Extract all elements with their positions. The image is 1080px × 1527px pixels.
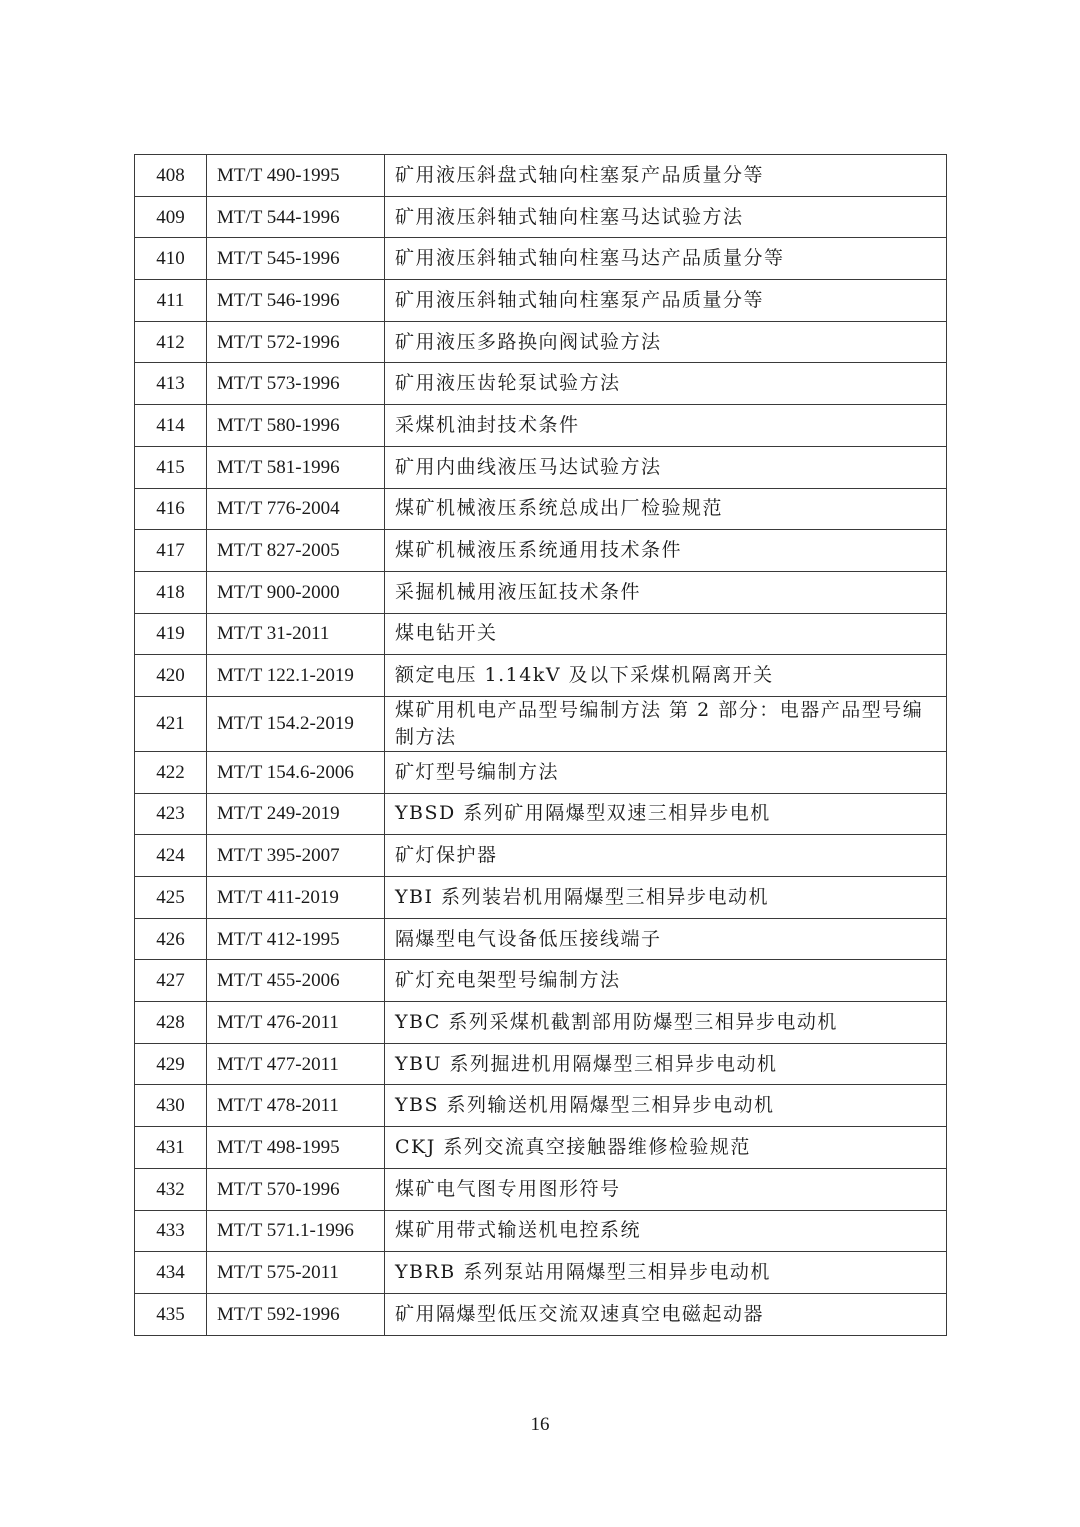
table-row — [135, 446, 947, 488]
standard-code-cell: MT/T 827-2005 — [207, 530, 385, 572]
row-number-cell: 416 — [135, 488, 207, 530]
standard-name-cell: YBU 系列掘进机用隔爆型三相异步电动机 — [385, 1043, 947, 1085]
row-number-cell: 429 — [135, 1043, 207, 1085]
standard-name-cell: 矿灯型号编制方法 — [385, 751, 947, 793]
row-number-cell: 421 — [135, 696, 207, 751]
standard-name-cell: 矿用液压斜轴式轴向柱塞马达产品质量分等 — [385, 238, 947, 280]
table-row — [135, 363, 947, 405]
standard-name-cell: 采掘机械用液压缸技术条件 — [385, 571, 947, 613]
table-row — [135, 155, 947, 197]
standard-code-cell: MT/T 498-1995 — [207, 1127, 385, 1169]
standard-code-cell: MT/T 31-2011 — [207, 613, 385, 655]
standard-name-cell: 矿灯保护器 — [385, 835, 947, 877]
standard-code-cell: MT/T 477-2011 — [207, 1043, 385, 1085]
table-row — [135, 1127, 947, 1169]
page-number: 16 — [530, 1414, 550, 1435]
row-number-cell: 411 — [135, 280, 207, 322]
standard-code-cell: MT/T 546-1996 — [207, 280, 385, 322]
row-number-cell: 418 — [135, 571, 207, 613]
row-number-cell: 433 — [135, 1210, 207, 1252]
standard-code-cell: MT/T 490-1995 — [207, 155, 385, 197]
row-number-cell: 435 — [135, 1293, 207, 1335]
row-number-cell: 430 — [135, 1085, 207, 1127]
standard-name-cell: 矿用内曲线液压马达试验方法 — [385, 446, 947, 488]
row-number-cell: 422 — [135, 751, 207, 793]
standard-code-cell: MT/T 900-2000 — [207, 571, 385, 613]
table-row — [135, 280, 947, 322]
standard-name-cell: 煤矿电气图专用图形符号 — [385, 1168, 947, 1210]
standard-code-cell: MT/T 395-2007 — [207, 835, 385, 877]
standard-code-cell: MT/T 412-1995 — [207, 918, 385, 960]
row-number-cell: 417 — [135, 530, 207, 572]
table-row — [135, 1293, 947, 1335]
standard-name-cell: 矿用液压斜轴式轴向柱塞马达试验方法 — [385, 196, 947, 238]
standard-code-cell: MT/T 544-1996 — [207, 196, 385, 238]
standard-name-cell: YBSD 系列矿用隔爆型双速三相异步电机 — [385, 793, 947, 835]
table-row — [135, 530, 947, 572]
standard-name-cell: 隔爆型电气设备低压接线端子 — [385, 918, 947, 960]
standard-name-cell: 煤电钻开关 — [385, 613, 947, 655]
standard-name-cell: YBC 系列采煤机截割部用防爆型三相异步电动机 — [385, 1002, 947, 1044]
row-number-cell: 408 — [135, 155, 207, 197]
table-row — [135, 918, 947, 960]
table-row — [135, 321, 947, 363]
row-number-cell: 415 — [135, 446, 207, 488]
row-number-cell: 431 — [135, 1127, 207, 1169]
standard-code-cell: MT/T 455-2006 — [207, 960, 385, 1002]
row-number-cell: 420 — [135, 655, 207, 697]
row-number-cell: 432 — [135, 1168, 207, 1210]
row-number-cell: 419 — [135, 613, 207, 655]
standard-code-cell: MT/T 154.2-2019 — [207, 696, 385, 751]
standards-table-body — [135, 155, 947, 1336]
row-number-cell: 427 — [135, 960, 207, 1002]
table-row — [135, 960, 947, 1002]
table-row — [135, 238, 947, 280]
table-row — [135, 1252, 947, 1294]
standard-name-cell: 煤矿机械液压系统通用技术条件 — [385, 530, 947, 572]
standard-code-cell: MT/T 776-2004 — [207, 488, 385, 530]
standard-code-cell: MT/T 592-1996 — [207, 1293, 385, 1335]
standard-name-cell: 额定电压 1.14kV 及以下采煤机隔离开关 — [385, 655, 947, 697]
standards-table — [134, 154, 947, 1336]
table-row — [135, 196, 947, 238]
standard-code-cell: MT/T 249-2019 — [207, 793, 385, 835]
standard-name-cell: YBI 系列装岩机用隔爆型三相异步电动机 — [385, 877, 947, 919]
standard-code-cell: MT/T 154.6-2006 — [207, 751, 385, 793]
row-number-cell: 425 — [135, 877, 207, 919]
row-number-cell: 409 — [135, 196, 207, 238]
standard-code-cell: MT/T 575-2011 — [207, 1252, 385, 1294]
standard-code-cell: MT/T 580-1996 — [207, 405, 385, 447]
table-row — [135, 405, 947, 447]
table-row — [135, 793, 947, 835]
standard-name-cell: 矿用隔爆型低压交流双速真空电磁起动器 — [385, 1293, 947, 1335]
row-number-cell: 434 — [135, 1252, 207, 1294]
table-row — [135, 1168, 947, 1210]
table-row — [135, 488, 947, 530]
table-row — [135, 613, 947, 655]
row-number-cell: 412 — [135, 321, 207, 363]
standard-name-cell: 矿灯充电架型号编制方法 — [385, 960, 947, 1002]
standard-code-cell: MT/T 476-2011 — [207, 1002, 385, 1044]
standard-name-cell: YBRB 系列泵站用隔爆型三相异步电动机 — [385, 1252, 947, 1294]
standard-code-cell: MT/T 571.1-1996 — [207, 1210, 385, 1252]
standard-code-cell: MT/T 122.1-2019 — [207, 655, 385, 697]
standard-code-cell: MT/T 411-2019 — [207, 877, 385, 919]
row-number-cell: 410 — [135, 238, 207, 280]
table-row — [135, 571, 947, 613]
row-number-cell: 424 — [135, 835, 207, 877]
row-number-cell: 423 — [135, 793, 207, 835]
standard-name-cell: 矿用液压斜轴式轴向柱塞泵产品质量分等 — [385, 280, 947, 322]
table-row — [135, 655, 947, 697]
standard-name-cell: CKJ 系列交流真空接触器维修检验规范 — [385, 1127, 947, 1169]
standard-name-cell: 煤矿机械液压系统总成出厂检验规范 — [385, 488, 947, 530]
standard-name-cell: 采煤机油封技术条件 — [385, 405, 947, 447]
standard-code-cell: MT/T 581-1996 — [207, 446, 385, 488]
standard-code-cell: MT/T 572-1996 — [207, 321, 385, 363]
table-row — [135, 1043, 947, 1085]
standard-name-cell: 矿用液压斜盘式轴向柱塞泵产品质量分等 — [385, 155, 947, 197]
standard-name-cell: 煤矿用带式输送机电控系统 — [385, 1210, 947, 1252]
table-row — [135, 1002, 947, 1044]
standard-name-cell: 煤矿用机电产品型号编制方法 第 2 部分：电器产品型号编制方法 — [385, 696, 947, 751]
standard-name-cell: 矿用液压齿轮泵试验方法 — [385, 363, 947, 405]
table-row — [135, 751, 947, 793]
row-number-cell: 413 — [135, 363, 207, 405]
table-row — [135, 835, 947, 877]
table-row — [135, 877, 947, 919]
row-number-cell: 428 — [135, 1002, 207, 1044]
row-number-cell: 426 — [135, 918, 207, 960]
standard-name-cell: YBS 系列输送机用隔爆型三相异步电动机 — [385, 1085, 947, 1127]
standard-code-cell: MT/T 478-2011 — [207, 1085, 385, 1127]
table-row — [135, 1210, 947, 1252]
standard-code-cell: MT/T 570-1996 — [207, 1168, 385, 1210]
standard-code-cell: MT/T 573-1996 — [207, 363, 385, 405]
standard-name-cell: 矿用液压多路换向阀试验方法 — [385, 321, 947, 363]
row-number-cell: 414 — [135, 405, 207, 447]
table-row — [135, 696, 947, 751]
standard-code-cell: MT/T 545-1996 — [207, 238, 385, 280]
table-row — [135, 1085, 947, 1127]
